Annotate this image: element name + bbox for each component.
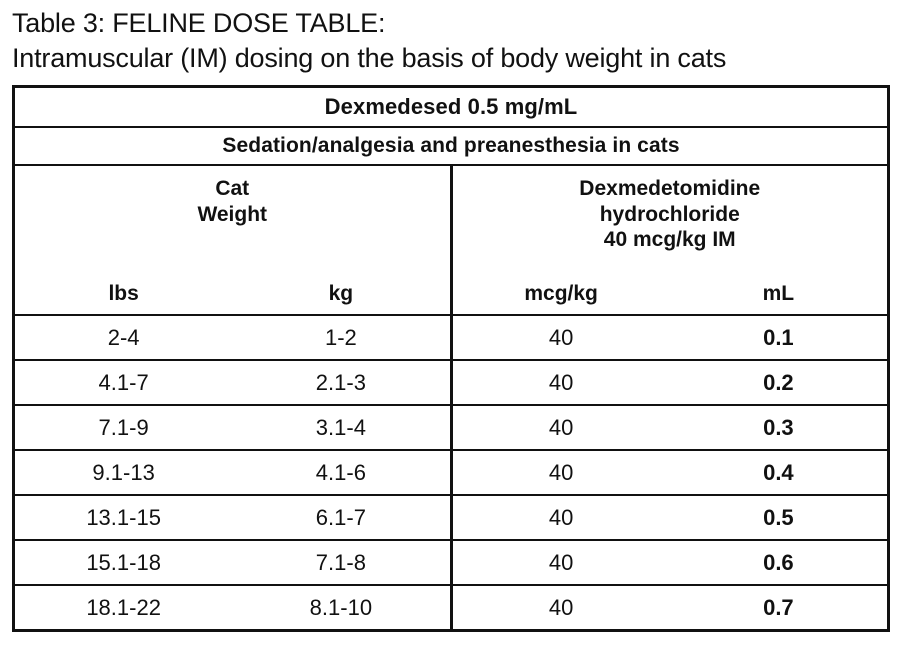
weight-cell [14, 540, 452, 585]
weight-lbs-value: 13.1-15 [86, 504, 161, 530]
weight-kg-value: 7.1-8 [315, 549, 366, 575]
table-subtitle-row [14, 127, 889, 165]
weight-cell [14, 450, 452, 495]
cat-weight-subcolumn-headers [15, 282, 450, 314]
weight-kg-value: 2.1-3 [315, 369, 366, 395]
weight-lbs-value: 4.1-7 [98, 369, 149, 395]
caption-line-2: Intramuscular (IM) dosing on the basis of body weight in cats [12, 42, 727, 73]
drug-dose-group-title [453, 176, 888, 253]
dose-mcg-kg-value: 40 [548, 504, 574, 530]
table-caption [12, 6, 890, 75]
weight-lbs-value: 9.1-13 [92, 459, 155, 485]
column-header-kg: kg [328, 282, 354, 306]
weight-lbs-value: 15.1-18 [86, 549, 161, 575]
dose-cell [451, 450, 889, 495]
weight-cell [14, 405, 452, 450]
caption-line-1: Table 3: FELINE DOSE TABLE: [12, 8, 386, 38]
dose-mcg-kg-value: 40 [548, 369, 574, 395]
weight-kg-value: 3.1-4 [315, 414, 366, 440]
table-row [14, 450, 889, 495]
table-row [14, 540, 889, 585]
column-header-lbs: lbs [108, 282, 139, 306]
dose-cell [451, 495, 889, 540]
column-header-mcg-kg: mcg/kg [524, 282, 598, 306]
dose-cell [451, 540, 889, 585]
dose-ml-value: 0.6 [763, 549, 794, 575]
table-row [14, 315, 889, 360]
dose-mcg-kg-value: 40 [548, 414, 574, 440]
weight-cell [14, 495, 452, 540]
dose-mcg-kg-value: 40 [548, 594, 574, 620]
product-title-cell: Dexmedesed 0.5 mg/mL [14, 87, 889, 128]
weight-cell [14, 585, 452, 631]
drug-name-line-1: Dexmedetomidine [579, 177, 761, 201]
cat-weight-group-cell [14, 165, 452, 315]
dose-cell [451, 315, 889, 360]
table-group-header-row [14, 165, 889, 315]
table-title-row [14, 87, 889, 128]
cat-weight-line-1: Cat [215, 177, 250, 201]
weight-kg-value: 1-2 [324, 324, 357, 350]
weight-kg-value: 6.1-7 [315, 504, 366, 530]
cat-weight-line-2: Weight [197, 202, 268, 226]
weight-kg-value: 4.1-6 [315, 459, 366, 485]
dose-mcg-kg-value: 40 [548, 549, 574, 575]
weight-kg-value: 8.1-10 [309, 594, 373, 620]
dose-ml-value: 0.4 [763, 459, 794, 485]
dose-cell [451, 585, 889, 631]
column-header-ml: mL [762, 282, 795, 306]
dose-cell [451, 405, 889, 450]
weight-lbs-value: 2-4 [107, 324, 140, 350]
drug-dose-group-cell [451, 165, 889, 315]
drug-dose-line-3: 40 mcg/kg IM [603, 228, 736, 252]
table-body [14, 87, 889, 631]
dose-ml-value: 0.2 [763, 369, 794, 395]
table-row [14, 360, 889, 405]
indication-subtitle-cell: Sedation/analgesia and preanesthesia in cats [14, 127, 889, 165]
dose-ml-value: 0.1 [763, 324, 794, 350]
dose-ml-value: 0.7 [763, 594, 794, 620]
dose-ml-value: 0.5 [763, 504, 794, 530]
table-row [14, 495, 889, 540]
weight-lbs-value: 18.1-22 [86, 594, 161, 620]
drug-dose-subcolumn-headers [453, 282, 888, 314]
weight-lbs-value: 7.1-9 [98, 414, 149, 440]
dose-mcg-kg-value: 40 [548, 459, 574, 485]
dose-cell [451, 360, 889, 405]
feline-dose-table [12, 85, 890, 632]
table-row [14, 585, 889, 631]
dose-ml-value: 0.3 [763, 414, 794, 440]
drug-name-line-2: hydrochloride [599, 202, 740, 226]
dose-mcg-kg-value: 40 [548, 324, 574, 350]
table-row [14, 405, 889, 450]
weight-cell [14, 315, 452, 360]
weight-cell [14, 360, 452, 405]
cat-weight-group-title [15, 176, 450, 227]
